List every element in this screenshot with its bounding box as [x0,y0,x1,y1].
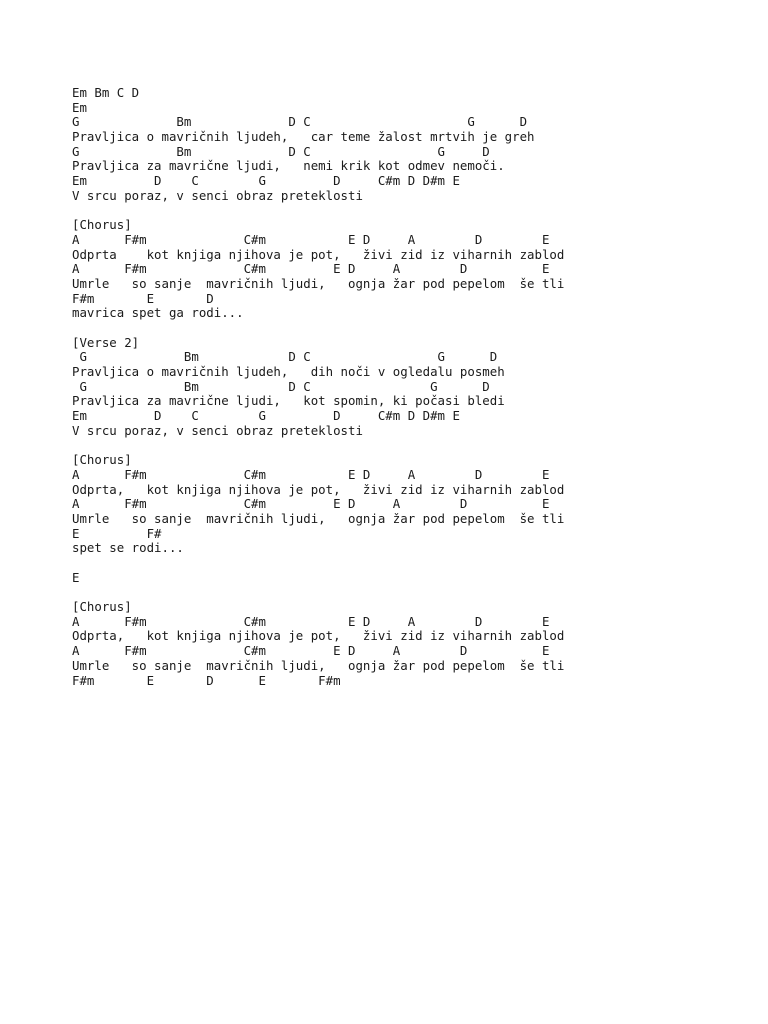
blank-line [72,321,752,336]
verse1-chord-line: Em D C G D C#m D D#m E [72,173,460,189]
outro-chord-line: F#m E D E F#m [72,672,341,688]
verse2-lyric-line: V srcu poraz, v senci obraz preteklosti [72,422,363,438]
blank-line [72,204,752,219]
intro-chords: Em Bm C D [72,85,140,100]
section-label-chorus: [Chorus] [72,452,132,468]
chorus1-chord-line: A F#m C#m E D A D E [72,261,550,277]
chorus1-chord-line: F#m E D [72,290,214,306]
verse1-chord-line: G Bm D C G D [72,143,490,159]
verse1-lyric-line: Pravljica za mavrične ljudi, nemi krik kot odmev nemoči. [72,158,505,174]
chorus2-chord-line: E F# [72,525,162,541]
intro-chord-em: Em [72,99,87,115]
bridge-chord: E [72,569,80,585]
verse1-lyric-line: Pravljica o mavričnih ljudeh, car teme žalost mrtvih je greh [72,129,535,145]
section-label-chorus: [Chorus] [72,217,132,233]
verse2-chord-line: Em D C G D C#m D D#m E [72,408,460,424]
chorus3-lyric-line: Odprta, kot knjiga njihova je pot, živi zid iz viharnih zablod [72,628,565,644]
chorus1-lyric-line: mavrica spet ga rodi... [72,305,244,321]
chorus1-lyric-line: Odprta kot knjiga njihova je pot, živi zid iz viharnih zablod [72,246,565,262]
chorus2-lyric-line: Odprta, kot knjiga njihova je pot, živi zid iz viharnih zablod [72,481,565,497]
chorus2-chord-line: A F#m C#m E D A D E [72,496,550,512]
chorus3-chord-line: A F#m C#m E D A D E [72,613,550,629]
verse1-chord-line: G Bm D C G D [72,114,528,130]
chorus3-lyric-line: Umrle so sanje mavričnih ljudi, ognja žar pod pepelom še tli [72,657,565,673]
verse2-chord-line: G Bm D C G D [72,378,490,394]
chorus2-lyric-line: Umrle so sanje mavričnih ljudi, ognja žar pod pepelom še tli [72,510,565,526]
chorus1-chord-line: A F#m C#m E D A D E [72,231,550,247]
chorus2-lyric-line: spet se rodi... [72,540,184,556]
verse2-chord-line: G Bm D C G D [72,349,498,365]
chorus1-lyric-line: Umrle so sanje mavričnih ljudi, ognja žar pod pepelom še tli [72,275,565,291]
blank-line [72,585,752,600]
verse2-lyric-line: Pravljica o mavričnih ljudeh, dih noči v ogledalu posmeh [72,364,505,380]
verse1-lyric-line: V srcu poraz, v senci obraz preteklosti [72,187,363,203]
chorus3-chord-line: A F#m C#m E D A D E [72,643,550,659]
chorus2-chord-line: A F#m C#m E D A D E [72,466,550,482]
section-label-chorus: [Chorus] [72,599,132,615]
blank-line [72,439,752,454]
section-label-verse-2: [Verse 2] [72,334,140,350]
blank-line [72,556,752,571]
verse2-lyric-line: Pravljica za mavrične ljudi, kot spomin, ki počasi bledi [72,393,505,409]
song-sheet [72,86,752,688]
